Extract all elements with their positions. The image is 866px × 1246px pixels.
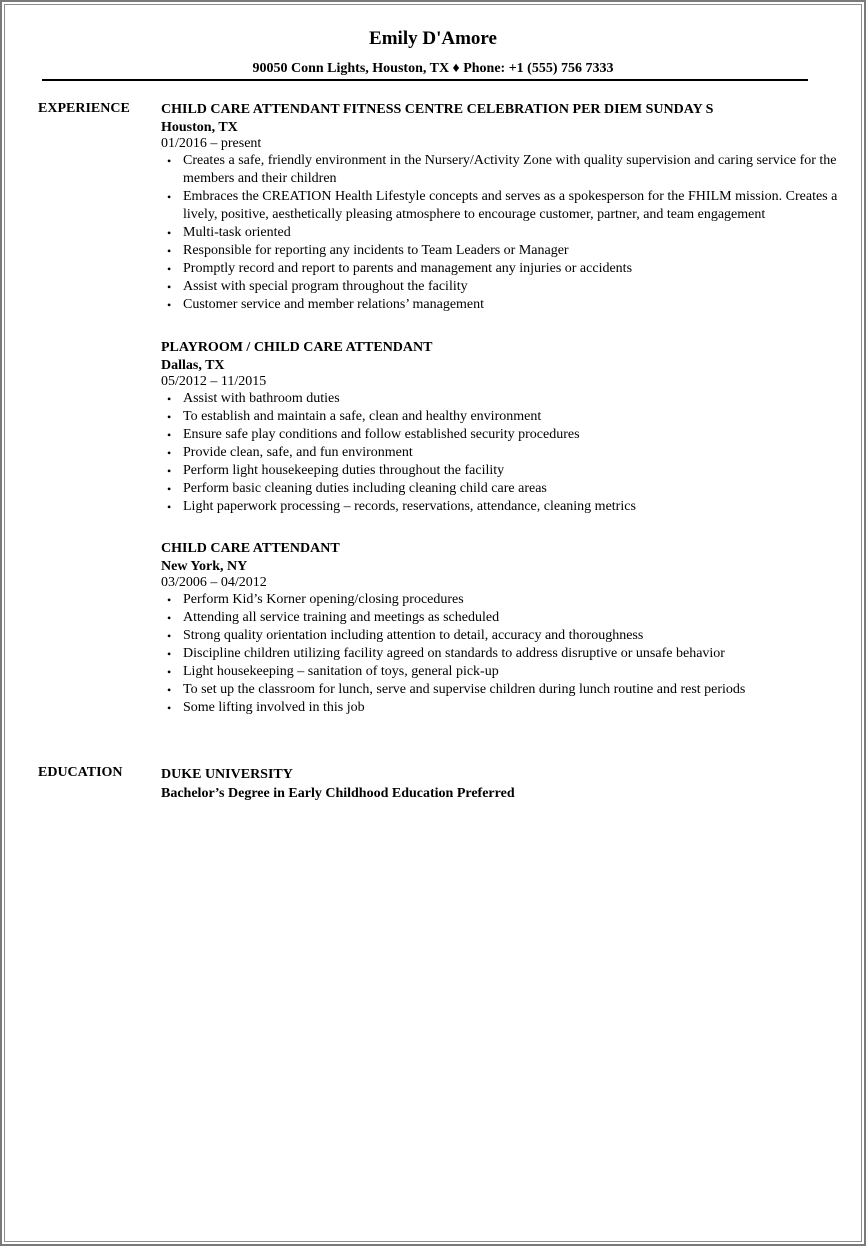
- job-title: CHILD CARE ATTENDANT: [161, 541, 340, 556]
- list-item: • To set up the classroom for lunch, serve and supervise children during lunch routine and rest periods: [183, 681, 841, 699]
- section-label-education: EDUCATION: [38, 765, 123, 780]
- list-item: • Attending all service training and meetings as scheduled: [183, 609, 841, 627]
- education-degree: Bachelor’s Degree in Early Childhood Education Preferred: [161, 786, 515, 801]
- job-title: CHILD CARE ATTENDANT FITNESS CENTRE CELEBRATION PER DIEM SUNDAY S: [161, 102, 714, 117]
- job-duties-list: [161, 152, 841, 314]
- list-item: • Creates a safe, friendly environment in the Nursery/Activity Zone with quality supervision and caring service for the members and their children: [183, 152, 841, 188]
- job-dates: 03/2006 – 04/2012: [161, 575, 267, 590]
- job-duties-list: [161, 591, 841, 717]
- education-section: [161, 765, 841, 803]
- job-entry: [161, 540, 841, 717]
- job-dates: 05/2012 – 11/2015: [161, 374, 267, 389]
- section-label-experience: EXPERIENCE: [38, 101, 130, 116]
- experience-section: [161, 101, 841, 717]
- job-location: New York, NY: [161, 559, 248, 574]
- list-item: • Perform Kid’s Korner opening/closing procedures: [183, 591, 841, 609]
- list-item: • Customer service and member relations’ management: [183, 296, 841, 314]
- list-item: • To establish and maintain a safe, clean and healthy environment: [183, 408, 841, 426]
- job-duties-list: [161, 390, 841, 516]
- job-entry: [161, 339, 841, 516]
- job-entry: [161, 101, 841, 314]
- list-item: • Embraces the CREATION Health Lifestyle concepts and serves as a spokesperson for the FHILM mission. Creates a lively, positive, aesthetically pleasing atmosphere to encourage customer, partner, and team engagement: [183, 188, 841, 224]
- candidate-name: Emily D'Amore: [369, 28, 497, 49]
- contact-line: 90050 Conn Lights, Houston, TX ♦ Phone: +1 (555) 756 7333: [252, 61, 614, 76]
- header-divider: [42, 79, 808, 81]
- list-item: • Assist with bathroom duties: [183, 390, 841, 408]
- list-item: • Perform basic cleaning duties including cleaning child care areas: [183, 480, 841, 498]
- education-school: DUKE UNIVERSITY: [161, 767, 293, 782]
- list-item: • Provide clean, safe, and fun environment: [183, 444, 841, 462]
- list-item: • Light housekeeping – sanitation of toys, general pick-up: [183, 663, 841, 681]
- list-item: • Assist with special program throughout the facility: [183, 278, 841, 296]
- job-dates: 01/2016 – present: [161, 136, 262, 151]
- job-location: Houston, TX: [161, 120, 238, 135]
- list-item: • Multi-task oriented: [183, 224, 841, 242]
- job-title: PLAYROOM / CHILD CARE ATTENDANT: [161, 340, 433, 355]
- list-item: • Some lifting involved in this job: [183, 699, 841, 717]
- job-location: Dallas, TX: [161, 358, 225, 373]
- list-item: • Discipline children utilizing facility agreed on standards to address disruptive or unsafe behavior: [183, 645, 841, 663]
- list-item: • Responsible for reporting any incidents to Team Leaders or Manager: [183, 242, 841, 260]
- list-item: • Perform light housekeeping duties throughout the facility: [183, 462, 841, 480]
- list-item: • Light paperwork processing – records, reservations, attendance, cleaning metrics: [183, 498, 841, 516]
- list-item: • Promptly record and report to parents and management any injuries or accidents: [183, 260, 841, 278]
- list-item: • Ensure safe play conditions and follow established security procedures: [183, 426, 841, 444]
- list-item: • Strong quality orientation including attention to detail, accuracy and thoroughness: [183, 627, 841, 645]
